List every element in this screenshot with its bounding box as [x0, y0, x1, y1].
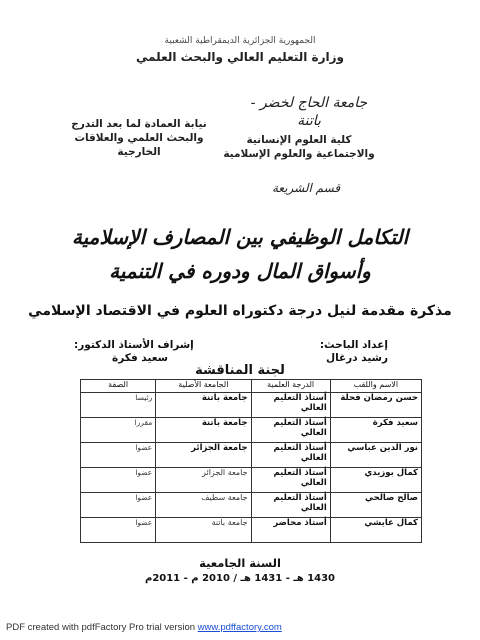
- member-rank: أستاذ محاضر: [251, 518, 330, 543]
- member-name: كمال عايشي: [330, 518, 421, 543]
- header-rank: الدرجة العلمية: [251, 380, 330, 393]
- header-university: الجامعة الأصلية: [156, 380, 251, 393]
- member-rank: أستاذ التعليم العالي: [251, 393, 330, 418]
- footer-link[interactable]: www.pdffactory.com: [197, 622, 282, 633]
- member-university-text: جامعة سطيف: [201, 493, 248, 502]
- republic-heading: الجمهورية الجزائرية الديمقراطية الشعبية: [164, 36, 316, 46]
- member-role: مقررا: [81, 418, 156, 443]
- preparer-name: رشيد درغال: [325, 352, 388, 364]
- department-name: قسم الشريعة: [271, 181, 341, 195]
- member-name: نور الدين عباسي: [330, 443, 421, 468]
- member-university: [156, 493, 251, 518]
- thesis-title-line-1: التكامل الوظيفي بين المصارف الإسلامية: [71, 225, 409, 249]
- member-university: [156, 418, 251, 443]
- thesis-title-line-2: وأسواق المال ودوره في التنمية: [109, 259, 371, 283]
- table-row: [81, 493, 422, 518]
- member-rank: أستاذ التعليم العالي: [251, 493, 330, 518]
- member-rank: أستاذ التعليم العالي: [251, 443, 330, 468]
- vice-dean-line-3: الخارجية: [117, 146, 161, 158]
- academic-year-label: السنة الجامعية: [199, 556, 281, 570]
- footer-text: PDF created with pdfFactory Pro trial version: [6, 622, 198, 633]
- vice-dean-line-2: والبحث العلمي والعلاقات: [74, 132, 204, 144]
- table-row: [81, 468, 422, 493]
- university-line-1: جامعة الحاج لخضر -: [250, 95, 368, 111]
- vice-dean-line-1: نيابة العمادة لما بعد التدرج: [71, 118, 207, 130]
- member-role: عضوا: [81, 468, 156, 493]
- member-university: [156, 468, 251, 493]
- member-university-text: جامعة الجزائر: [191, 443, 248, 453]
- table-row: [81, 518, 422, 543]
- member-role: عضوا: [81, 443, 156, 468]
- academic-year-value: 1430 هـ - 1431 هـ / 2010 م - 2011م: [144, 573, 336, 584]
- supervisor-name: سعيد فكرة: [112, 352, 168, 364]
- member-role: رئيسا: [81, 393, 156, 418]
- member-university: [156, 518, 251, 543]
- table-row: [81, 393, 422, 418]
- committee-title: لجنة المناقشة: [195, 363, 285, 378]
- member-role: عضوا: [81, 493, 156, 518]
- member-university-text: جامعة باتنة: [211, 518, 248, 527]
- ministry-heading: وزارة التعليم العالي والبحث العلمي: [135, 50, 345, 64]
- member-role: عضوا: [81, 518, 156, 543]
- university-name: [234, 94, 384, 130]
- member-name: صالح صالحي: [330, 493, 421, 518]
- member-rank: أستاذ التعليم العالي: [251, 468, 330, 493]
- table-row: [81, 418, 422, 443]
- member-university: [156, 443, 251, 468]
- member-name: كمال بوزيدي: [330, 468, 421, 493]
- college-line-1: كلية العلوم الإنسانية: [246, 134, 352, 146]
- college-line-2: والاجتماعية والعلوم الإسلامية: [223, 148, 375, 160]
- table-header-row: [81, 380, 422, 393]
- preparer-label: إعداد الباحث:: [319, 339, 388, 351]
- member-name: سعيد فكرة: [330, 418, 421, 443]
- member-rank: أستاذ التعليم العالي: [251, 418, 330, 443]
- header-name: الاسم واللقب: [330, 380, 421, 393]
- college-name: [214, 133, 384, 161]
- vice-deanship: [54, 117, 224, 159]
- memo-subtitle: مذكرة مقدمة لنيل درجة دكتوراه العلوم في الاقتصاد الإسلامي: [28, 303, 452, 319]
- member-name: حسن رمضان فحلة: [330, 393, 421, 418]
- member-university-text: جامعة باتنة: [201, 418, 248, 428]
- member-university-text: جامعة الجزائر: [202, 468, 248, 477]
- member-university: [156, 393, 251, 418]
- header-role: الصفة: [81, 380, 156, 393]
- committee-table: [80, 379, 422, 543]
- university-line-2: باتنة: [297, 113, 321, 129]
- pdf-footer: [6, 622, 282, 633]
- table-row: [81, 443, 422, 468]
- member-university-text: جامعة باتنة: [201, 393, 248, 403]
- supervisor-label: إشراف الأستاذ الدكتور:: [74, 339, 194, 351]
